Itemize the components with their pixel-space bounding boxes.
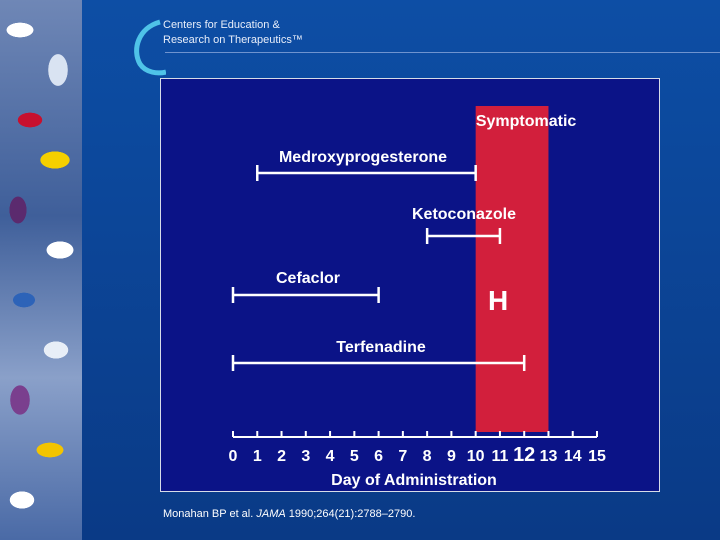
x-tick-label-1: 1: [252, 448, 262, 465]
x-tick-label-13: 13: [539, 448, 558, 465]
x-axis-label: Day of Administration: [331, 472, 497, 489]
symptomatic-label: Symptomatic: [475, 113, 577, 130]
x-tick-label-9: 9: [446, 448, 456, 465]
series-label-terfenadine: Terfenadine: [336, 339, 426, 356]
citation: [163, 508, 415, 520]
interval-cefaclor: [233, 270, 379, 303]
brand-line-1: Centers for Education &: [163, 19, 280, 31]
x-tick-label-0: 0: [228, 448, 238, 465]
band-marker-h: H: [487, 285, 509, 316]
x-tick-label-5: 5: [349, 448, 359, 465]
x-tick-label-8: 8: [422, 448, 432, 465]
x-tick-label-11: 11: [491, 448, 509, 465]
x-tick-label-14: 14: [563, 448, 582, 465]
series-label-ketoconazole: Ketoconazole: [411, 206, 517, 223]
x-tick-label-7: 7: [398, 448, 408, 465]
x-tick-label-2: 2: [277, 448, 286, 465]
interval-medroxyprogesterone: [257, 149, 475, 181]
brand-line-2: Research on Therapeutics™: [163, 34, 303, 46]
symptomatic-band: [476, 106, 549, 432]
citation-details: 1990;264(21):2788–2790.: [285, 508, 416, 520]
citation-author: Monahan BP et al.: [163, 508, 257, 520]
x-tick-label-12: 12: [513, 444, 536, 466]
series-label-cefaclor: Cefaclor: [275, 270, 341, 287]
x-tick-label-4: 4: [325, 448, 335, 465]
series-label-medroxyprogesterone: Medroxyprogesterone: [278, 149, 448, 166]
x-axis: [229, 431, 606, 466]
x-tick-label-10: 10: [466, 448, 485, 465]
x-tick-label-3: 3: [301, 448, 311, 465]
x-tick-label-15: 15: [588, 448, 606, 465]
citation-journal: JAMA: [256, 508, 286, 520]
x-tick-label-6: 6: [374, 448, 384, 465]
